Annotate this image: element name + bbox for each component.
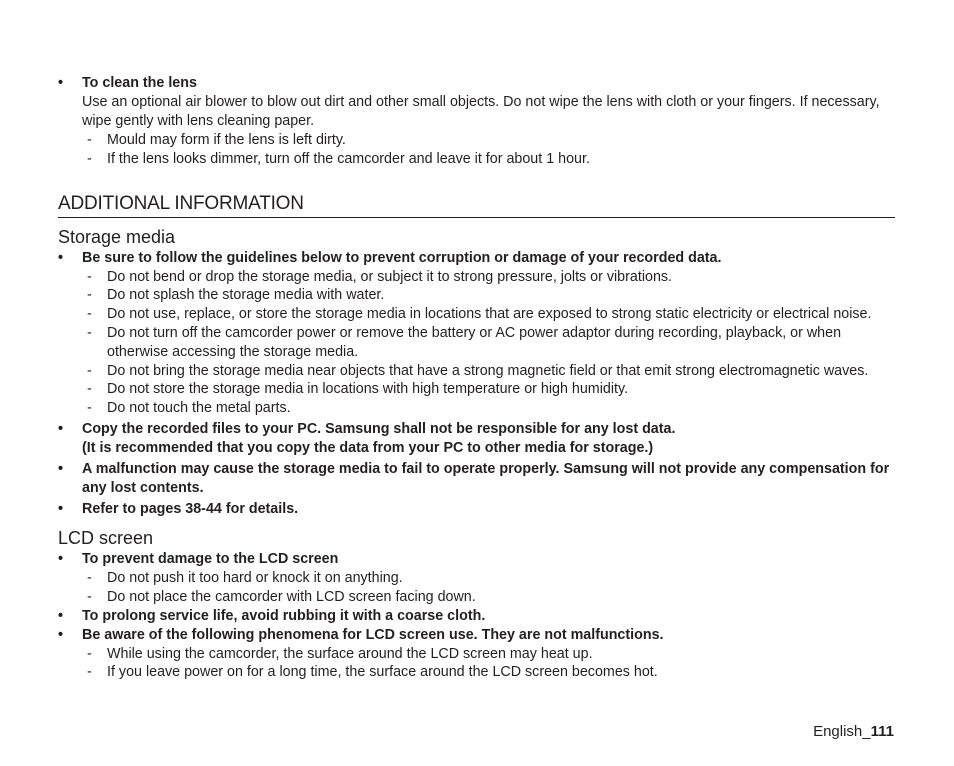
list-item: - Mould may form if the lens is left dirty. xyxy=(87,132,346,148)
lcd-bullet-3 xyxy=(58,626,895,683)
list-item: - Do not use, replace, or store the storage media in locations that are exposed to strong static electricity or electrical noise. xyxy=(87,306,872,323)
bullet-text: To prolong service life, avoid rubbing it with a coarse cloth. xyxy=(82,607,486,624)
lens-sublist xyxy=(82,131,895,169)
bullet-text: Refer to pages 38-44 for details. xyxy=(82,500,299,517)
section-title: ADDITIONAL INFORMATION xyxy=(58,193,895,218)
lcd-bullet-1 xyxy=(58,550,895,607)
storage-bullet-3 xyxy=(58,460,895,498)
list-item: - Do not turn off the camcorder power or remove the battery or AC power adaptor during recording, playback, or when otherwise accessing the storage media. xyxy=(87,324,842,360)
storage-bullet-2 xyxy=(58,420,895,458)
list-item: - Do not place the camcorder with LCD screen facing down. xyxy=(87,588,476,605)
lcd-title: LCD screen xyxy=(58,527,154,548)
lcd-bullet-2 xyxy=(58,607,895,626)
bullet-dot: • xyxy=(58,249,64,266)
page-footer xyxy=(813,723,894,741)
bullet-dot: • xyxy=(58,626,64,643)
lens-text: Use an optional air blower to blow out dirt and other small objects. Do not wipe the lens with cloth or your fingers. If necessary, wipe gently with lens cleaning paper. xyxy=(82,94,880,129)
list-item: - Do not bring the storage media near objects that have a strong magnetic field or that emit strong electromagnetic waves. xyxy=(87,362,869,379)
lens-heading: To clean the lens xyxy=(82,75,197,91)
bullet-dot: • xyxy=(58,460,64,477)
bullet-dot: • xyxy=(58,420,64,437)
storage-title: Storage media xyxy=(58,226,176,247)
bullet-dot: • xyxy=(58,607,64,624)
lcd-sublist-1 xyxy=(82,569,895,607)
bullet-dot: • xyxy=(58,550,64,567)
list-item: - If the lens looks dimmer, turn off the camcorder and leave it for about 1 hour. xyxy=(87,150,590,167)
bullet-text: A malfunction may cause the storage media to fail to operate properly. Samsung will not provide any compensation for any lost contents. xyxy=(82,460,890,496)
list-item: - Do not bend or drop the storage media, or subject it to strong pressure, jolts or vibrations. xyxy=(87,268,673,285)
lcd-sublist-3 xyxy=(82,645,895,683)
bullet-text: To prevent damage to the LCD screen xyxy=(82,550,339,567)
bullet-text: Be sure to follow the guidelines below to prevent corruption or damage of your recorded data. xyxy=(82,249,722,266)
bullet-dot: • xyxy=(58,75,64,91)
page-content xyxy=(58,74,895,682)
footer-language: English_ xyxy=(813,723,871,740)
storage-bullet-4 xyxy=(58,500,895,519)
storage-sublist xyxy=(82,268,895,418)
list-item: - Do not push it too hard or knock it on anything. xyxy=(87,569,403,586)
bullet-text: Copy the recorded files to your PC. Samsung shall not be responsible for any lost data. xyxy=(82,420,676,437)
bullet-text-note: (It is recommended that you copy the data from your PC to other media for storage.) xyxy=(82,439,654,456)
list-item: - Do not splash the storage media with water. xyxy=(87,287,385,304)
list-item: - If you leave power on for a long time, the surface around the LCD screen becomes hot. xyxy=(87,664,658,681)
list-item: - While using the camcorder, the surface around the LCD screen may heat up. xyxy=(87,645,593,662)
storage-bullet-1 xyxy=(58,249,895,418)
bullet-text: Be aware of the following phenomena for LCD screen use. They are not malfunctions. xyxy=(82,626,664,643)
lens-bullet xyxy=(58,74,895,169)
bullet-dot: • xyxy=(58,500,64,517)
list-item: - Do not store the storage media in locations with high temperature or high humidity. xyxy=(87,381,629,398)
list-item: - Do not touch the metal parts. xyxy=(87,400,291,417)
page-number: 111 xyxy=(870,723,894,740)
